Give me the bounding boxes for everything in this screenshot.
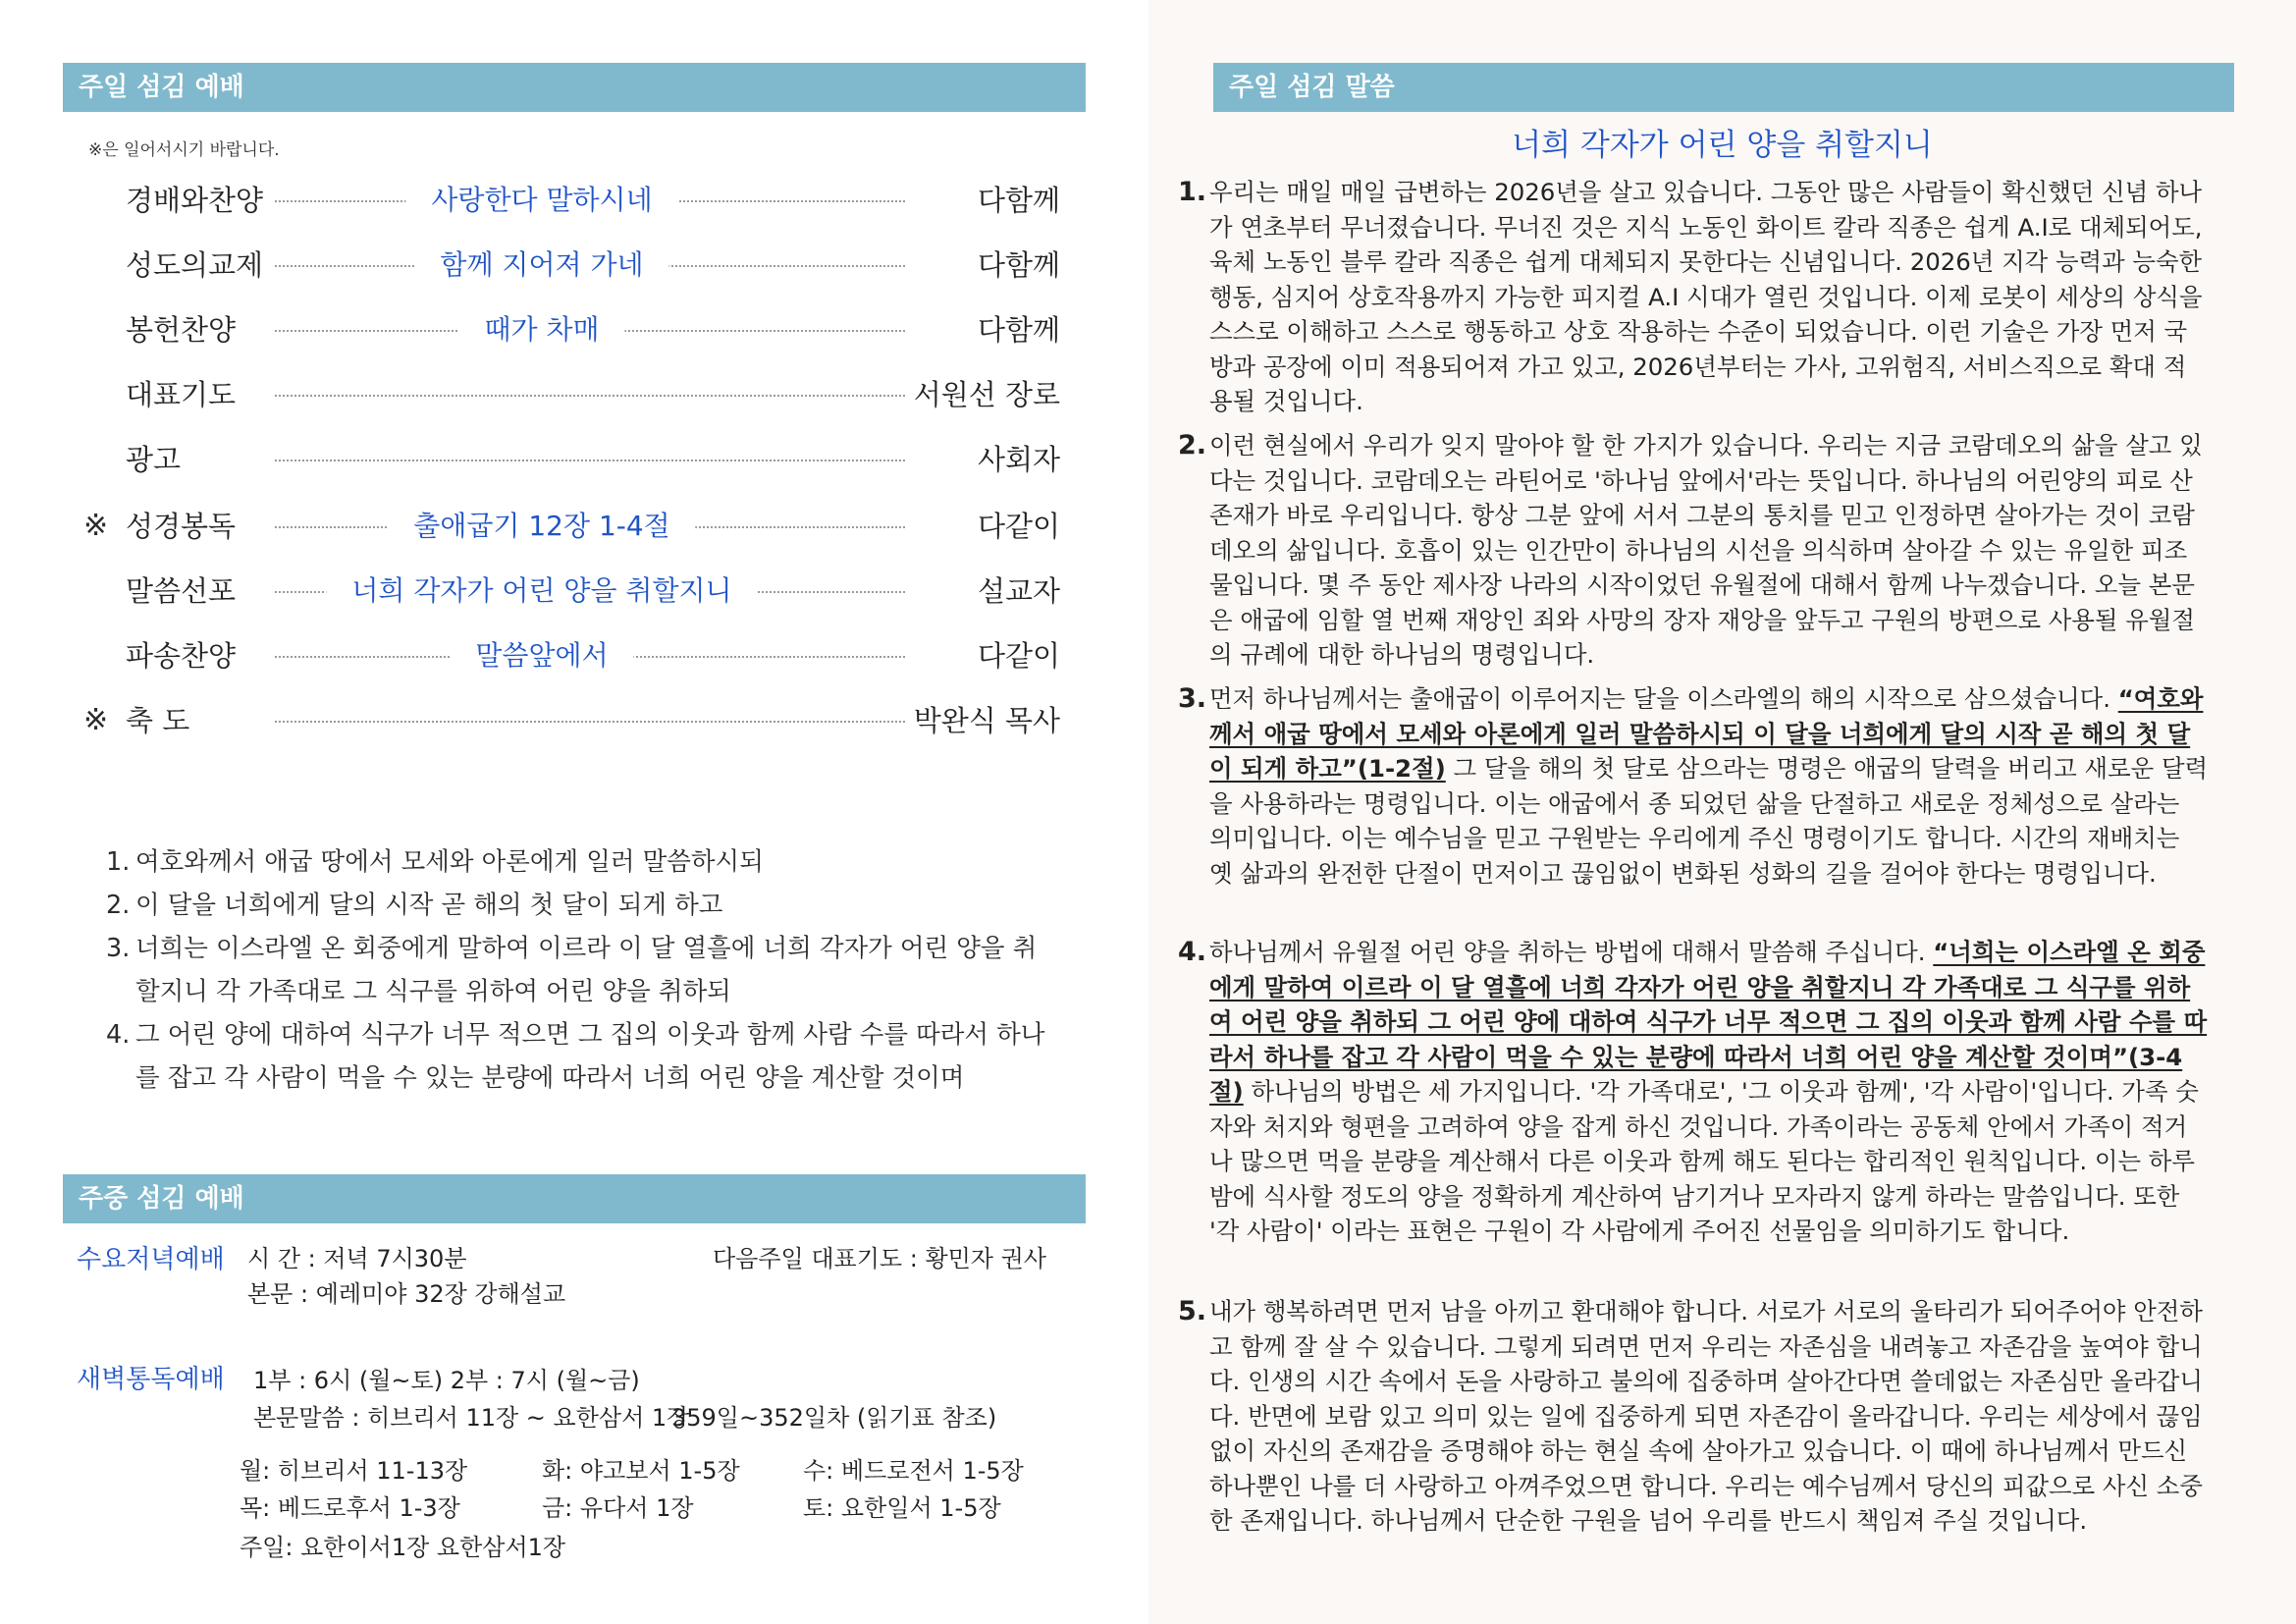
order-leader: 서원선 장로 (913, 378, 1060, 411)
standing-note: ※은 일어서시기 바랍니다. (88, 140, 280, 160)
dotted-leader (275, 395, 905, 397)
scripture-quote: “여호와께서 애굽 땅에서 모세와 아론에게 일러 말씀하시되 이 달을 너희에게 달의 시작 곧 해의 첫 달이 되게 하고”(1-2절) (1209, 684, 2204, 783)
verse-item (106, 884, 1048, 927)
paragraph-number: 5. (1178, 1296, 1207, 1326)
verse-text: 이 달을 너희에게 달의 시작 곧 해의 첫 달이 되게 하고 (135, 891, 723, 920)
order-name: 파송찬양 (126, 639, 237, 673)
paragraph-number: 4. (1178, 937, 1207, 967)
dotted-leader (275, 460, 905, 461)
order-row (79, 373, 1060, 416)
standing-mark: ※ (83, 509, 109, 543)
order-row (79, 569, 1060, 613)
verse-text: 그 어린 양에 대하여 식구가 너무 적으면 그 집의 이웃과 함께 사람 수를 따라서 하나를 잡고 각 사람이 먹을 수 있는 분량에 따라서 너희 어린 양을 계산할 것이며 (135, 1020, 1045, 1093)
order-content: 말씀앞에서 (450, 634, 633, 677)
order-name: 축 도 (126, 704, 190, 737)
order-leader: 다함께 (977, 313, 1060, 347)
order-row (79, 438, 1060, 481)
paragraph-lead: 하나님께서 유월절 어린 양을 취하는 방법에 대해서 말씀해 주십니다. (1209, 938, 1934, 966)
schedule-day: 수: 베드로전서 1-5장 (803, 1457, 1024, 1485)
verse-text: 너희는 이스라엘 온 회중에게 말하여 이르라 이 달 열흘에 너희 각자가 어린 양을 취할지니 각 가족대로 그 식구를 위하여 어린 양을 취하되 (135, 934, 1038, 1006)
schedule-day: 주일: 요한이서1장 요한삼서1장 (240, 1534, 566, 1561)
order-name: 광고 (126, 443, 182, 476)
order-row (79, 634, 1060, 677)
sermon-paragraph-2 (1178, 428, 2209, 673)
verse-text: 여호와께서 애굽 땅에서 모세와 아론에게 일러 말씀하시되 (135, 847, 764, 877)
scripture-verses (106, 840, 1048, 1100)
sermon-title: 너희 각자가 어린 양을 취할지니 (1512, 128, 1933, 163)
verse-number: 4. (106, 1020, 131, 1050)
dawn-text: 본문말씀 : 히브리서 11장 ~ 요한삼서 1장 (253, 1404, 690, 1432)
order-content: 함께 지어져 가네 (414, 244, 668, 287)
sermon-paragraph-4 (1178, 935, 2209, 1249)
paragraph-number: 1. (1178, 177, 1207, 207)
schedule-day: 목: 베드로후서 1-3장 (240, 1494, 460, 1522)
order-leader: 설교자 (977, 574, 1060, 608)
schedule-day: 금: 유다서 1장 (542, 1494, 694, 1522)
verse-number: 1. (106, 847, 131, 877)
paragraph-number: 3. (1178, 683, 1207, 714)
wednesday-text: 본문 : 예레미야 32장 강해설교 (247, 1280, 566, 1308)
order-row (79, 699, 1060, 742)
sermon-paragraph-1 (1178, 175, 2209, 419)
order-row (79, 244, 1060, 287)
order-leader: 다함께 (977, 248, 1060, 282)
order-content: 너희 각자가 어린 양을 취할지니 (326, 569, 757, 613)
order-row (79, 179, 1060, 222)
dotted-leader (275, 721, 905, 723)
dawn-time: 1부 : 6시 (월~토) 2부 : 7시 (월~금) (253, 1367, 640, 1394)
order-leader: 다같이 (977, 639, 1060, 673)
dawn-service-label: 새벽통독예배 (77, 1365, 225, 1394)
order-name: 경배와찬양 (126, 184, 264, 217)
paragraph-text: 그 달을 해의 첫 달로 삼으라는 명령은 애굽의 달력을 버리고 새로운 달력을 사용하라는 명령입니다. 이는 애굽에서 종 되었던 삶을 단절하고 새로운 정체성으로 살라는 의미입니다. 이는 예수님을 믿고 구원받는 우리에게 주신 명령이기도 합니다. 시간의 재배치는 옛 삶과의 완전한 단절이 먼저이고 끊임없이 변화된 성화의 길을 걸어야 한다는 명령입니다. (1209, 754, 2209, 888)
verse-number: 3. (106, 934, 131, 963)
paragraph-text: 우리는 매일 매일 급변하는 2026년을 살고 있습니다. 그동안 많은 사람들이 확신했던 신념 하나가 연초부터 무너졌습니다. 무너진 것은 지식 노동인 화이트 칼라 직종은 쉽게 A.I로 대체되어도, 육체 노동인 블루 칼라 직종은 쉽게 대체되지 못한다는 신념입니다. 2026년 지각 능력과 능숙한 행동, 심지어 상호작용까지 가능한 피지컬 A.I 시대가 열린 것입니다. 이제 로봇이 세상의 상식을 스스로 이해하고 스스로 행동하고 상호 작용하는 수준이 되었습니다. 이런 기술은 가장 먼저 국방과 공장에 이미 적용되어져 가고 있고, 2026년부터는 가사, 고위험직, 서비스직으로 확대 적용될 것입니다. (1209, 178, 2203, 415)
wednesday-time: 시 간 : 저녁 7시30분 (247, 1245, 467, 1272)
order-leader: 다함께 (977, 184, 1060, 217)
sermon-header: 주일 섬김 말씀 (1213, 63, 2234, 112)
dawn-days: 359일~352일차 (읽기표 참조) (671, 1404, 997, 1432)
paragraph-lead: 먼저 하나님께서는 출애굽이 이루어지는 달을 이스라엘의 해의 시작으로 삼으셨습니다. (1209, 684, 2118, 713)
order-leader: 사회자 (977, 443, 1060, 476)
sermon-paragraph-3 (1178, 681, 2209, 891)
scripture-quote: “너희는 이스라엘 온 회중에게 말하여 이르라 이 달 열흘에 너희 각자가 어린 양을 취할지니 각 가족대로 그 식구를 위하여 어린 양을 취하되 그 어린 양에 대하여 식구가 너무 적으면 그 집의 이웃과 함께 사람 수를 따라서 하나를 잡고 각 사람이 먹을 수 있는 분량에 따라서 너희 어린 양을 계산할 것이며”(3-4절) (1209, 938, 2208, 1106)
verse-item (106, 840, 1048, 884)
paragraph-text: 하나님의 방법은 세 가지입니다. '각 가족대로', '그 이웃과 함께', '각 사람이'입니다. 가족 숫자와 처지와 형편을 고려하여 양을 잡게 하신 것입니다. 가족이라는 공동체 안에서 가족이 적거나 많으면 먹을 분량을 계산해서 다른 이웃과 함께 해도 된다는 합리적인 원칙입니다. 이는 하루 밤에 식사할 정도의 양을 정확하게 계산하여 남기거나 모자라지 않게 하라는 말씀입니다. 또한 '각 사람이' 이라는 표현은 구원이 각 사람에게 주어진 선물임을 의미하기도 합니다. (1209, 1077, 2199, 1245)
order-name: 말씀선포 (126, 574, 237, 608)
paragraph-text: 내가 행복하려면 먼저 남을 아끼고 환대해야 합니다. 서로가 서로의 울타리가 되어주어야 안전하고 함께 잘 살 수 있습니다. 그렇게 되려면 먼저 우리는 자존심을 내려놓고 자존감을 높여야 합니다. 인생의 시간 속에서 돈을 사랑하고 불의에 집중하며 살아간다면 쓸데없는 자존심만 올라갑니다. 반면에 보람 있고 의미 있는 일에 집중하게 되면 자존감이 올라갑니다. 우리는 세상에서 끊임없이 자신의 존재감을 증명해야 하는 현실 속에 살아가고 있습니다. 이 때에 하나님께서 만드신 하나뿐인 나를 더 사랑하고 아껴주었으면 합니다. 우리는 예수님께서 당신의 피값으로 사신 소중한 존재입니다. 하나님께서 단순한 구원을 넘어 우리를 반드시 책임져 주실 것입니다. (1209, 1297, 2203, 1535)
order-leader: 다같이 (977, 510, 1060, 543)
order-content: 사랑한다 말하시네 (405, 179, 677, 222)
order-content: 출애굽기 12장 1-4절 (388, 505, 695, 548)
verse-number: 2. (106, 891, 131, 920)
order-row (79, 308, 1060, 352)
standing-mark: ※ (83, 703, 109, 737)
verse-item (106, 927, 1048, 1013)
paragraph-number: 2. (1178, 430, 1207, 460)
order-name: 성경봉독 (126, 510, 237, 543)
order-content: 때가 차매 (458, 308, 624, 352)
order-name: 대표기도 (126, 378, 237, 411)
schedule-day: 토: 요한일서 1-5장 (803, 1494, 1001, 1522)
order-name: 성도의교제 (126, 248, 264, 282)
order-leader: 박완식 목사 (913, 704, 1060, 737)
weekday-header: 주중 섬김 예배 (63, 1174, 1086, 1223)
worship-header: 주일 섬김 예배 (63, 63, 1086, 112)
schedule-day: 화: 야고보서 1-5장 (542, 1457, 740, 1485)
schedule-day: 월: 히브리서 11-13장 (240, 1457, 468, 1485)
sermon-paragraph-5 (1178, 1294, 2209, 1539)
wednesday-service-label: 수요저녁예배 (77, 1245, 225, 1274)
order-row (79, 505, 1060, 548)
order-name: 봉헌찬양 (126, 313, 237, 347)
verse-item (106, 1013, 1048, 1100)
paragraph-text: 이런 현실에서 우리가 잊지 말아야 할 한 가지가 있습니다. 우리는 지금 코람데오의 삶을 살고 있다는 것입니다. 코람데오는 라틴어로 '하나님 앞에서'라는 뜻입니다. 하나님의 어린양의 피로 산 존재가 바로 우리입니다. 항상 그분 앞에 서서 그분의 통치를 믿고 인정하면 살아가는 것이 코람데오의 삶입니다. 호흡이 있는 인간만이 하나님의 시선을 의식하며 살아갈 수 있는 유일한 피조물입니다. 몇 주 동안 제사장 나라의 시작이었던 유월절에 대해서 함께 나누겠습니다. 오늘 본문은 애굽에 임할 열 번째 재앙인 죄와 사망의 장자 재앙을 앞두고 구원의 방편으로 사용될 유월절의 규례에 대한 하나님의 명령입니다. (1209, 431, 2203, 669)
next-prayer: 다음주일 대표기도 : 황민자 권사 (713, 1245, 1046, 1272)
